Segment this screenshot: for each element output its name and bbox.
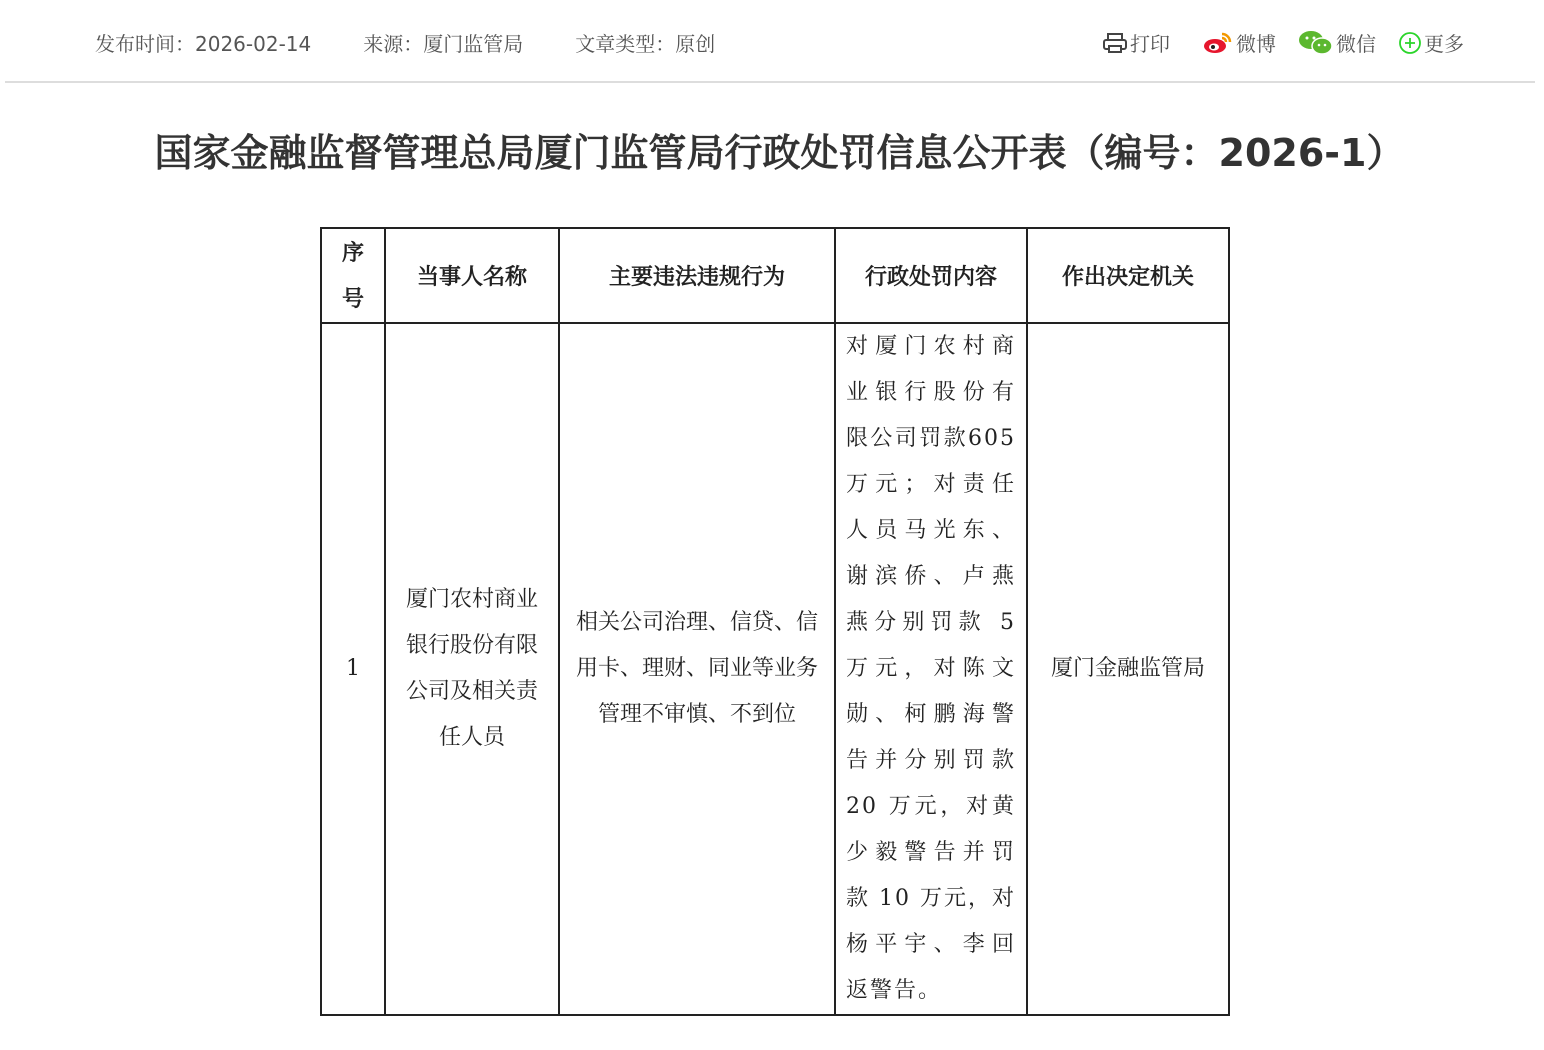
header-no: 序号 <box>321 228 385 323</box>
cell-violation: 相关公司治理、信贷、信用卡、理财、同业等业务管理不审慎、不到位 <box>559 323 835 1015</box>
penalty-line: 少毅警告并罚 <box>846 840 1016 865</box>
penalty-line: 限公司罚款605 <box>846 426 1016 451</box>
penalty-line: 勋、柯鹏海警 <box>846 702 1016 727</box>
penalty-line: 返警告。 <box>846 978 943 1003</box>
share-bar <box>1102 28 1464 57</box>
penalty-line: 20 万元，对黄 <box>846 794 1016 819</box>
penalty-line: 告并分别罚款 <box>846 748 1016 773</box>
penalty-line: 谢滨侨、卢燕 <box>846 564 1016 589</box>
penalty-line: 人员马光东、 <box>846 518 1016 543</box>
penalty-line: 杨平宇、李回 <box>846 932 1016 957</box>
header-penalty: 行政处罚内容 <box>835 228 1027 323</box>
wechat-icon <box>1298 30 1334 56</box>
page-title: 国家金融监督管理总局厦门监管局行政处罚信息公开表（编号：2026-1） <box>154 131 1405 175</box>
weibo-icon <box>1202 31 1234 55</box>
penalty-table <box>320 227 1230 1016</box>
wechat-button[interactable]: 微信 <box>1298 28 1376 57</box>
header-party: 当事人名称 <box>385 228 559 323</box>
penalty-line: 对厦门农村商 <box>846 334 1016 359</box>
plus-circle-icon <box>1398 31 1422 55</box>
penalty-line: 万元，对陈文 <box>846 656 1016 681</box>
penalty-line: 款 10 万元，对 <box>846 886 1016 911</box>
penalty-line: 业银行股份有 <box>846 380 1016 405</box>
penalty-line: 万元；对责任 <box>846 472 1016 497</box>
print-button[interactable]: 打印 <box>1102 28 1170 57</box>
article-meta <box>95 28 715 57</box>
cell-penalty <box>835 323 1027 1015</box>
divider <box>5 81 1535 83</box>
publish-time: 发布时间：2026-02-14 <box>95 32 312 56</box>
printer-icon <box>1102 32 1128 54</box>
header-authority: 作出决定机关 <box>1027 228 1229 323</box>
cell-no: 1 <box>321 323 385 1015</box>
source: 来源：厦门监管局 <box>363 32 524 56</box>
table-row <box>321 323 1229 1015</box>
weibo-button[interactable]: 微博 <box>1202 28 1276 57</box>
header-violation: 主要违法违规行为 <box>559 228 835 323</box>
more-button[interactable]: 更多 <box>1398 28 1464 57</box>
table-header-row <box>321 228 1229 323</box>
article-type: 文章类型：原创 <box>575 32 716 56</box>
cell-party: 厦门农村商业银行股份有限公司及相关责任人员 <box>385 323 559 1015</box>
penalty-line: 燕分别罚款 5 <box>846 610 1016 635</box>
cell-authority: 厦门金融监管局 <box>1027 323 1229 1015</box>
